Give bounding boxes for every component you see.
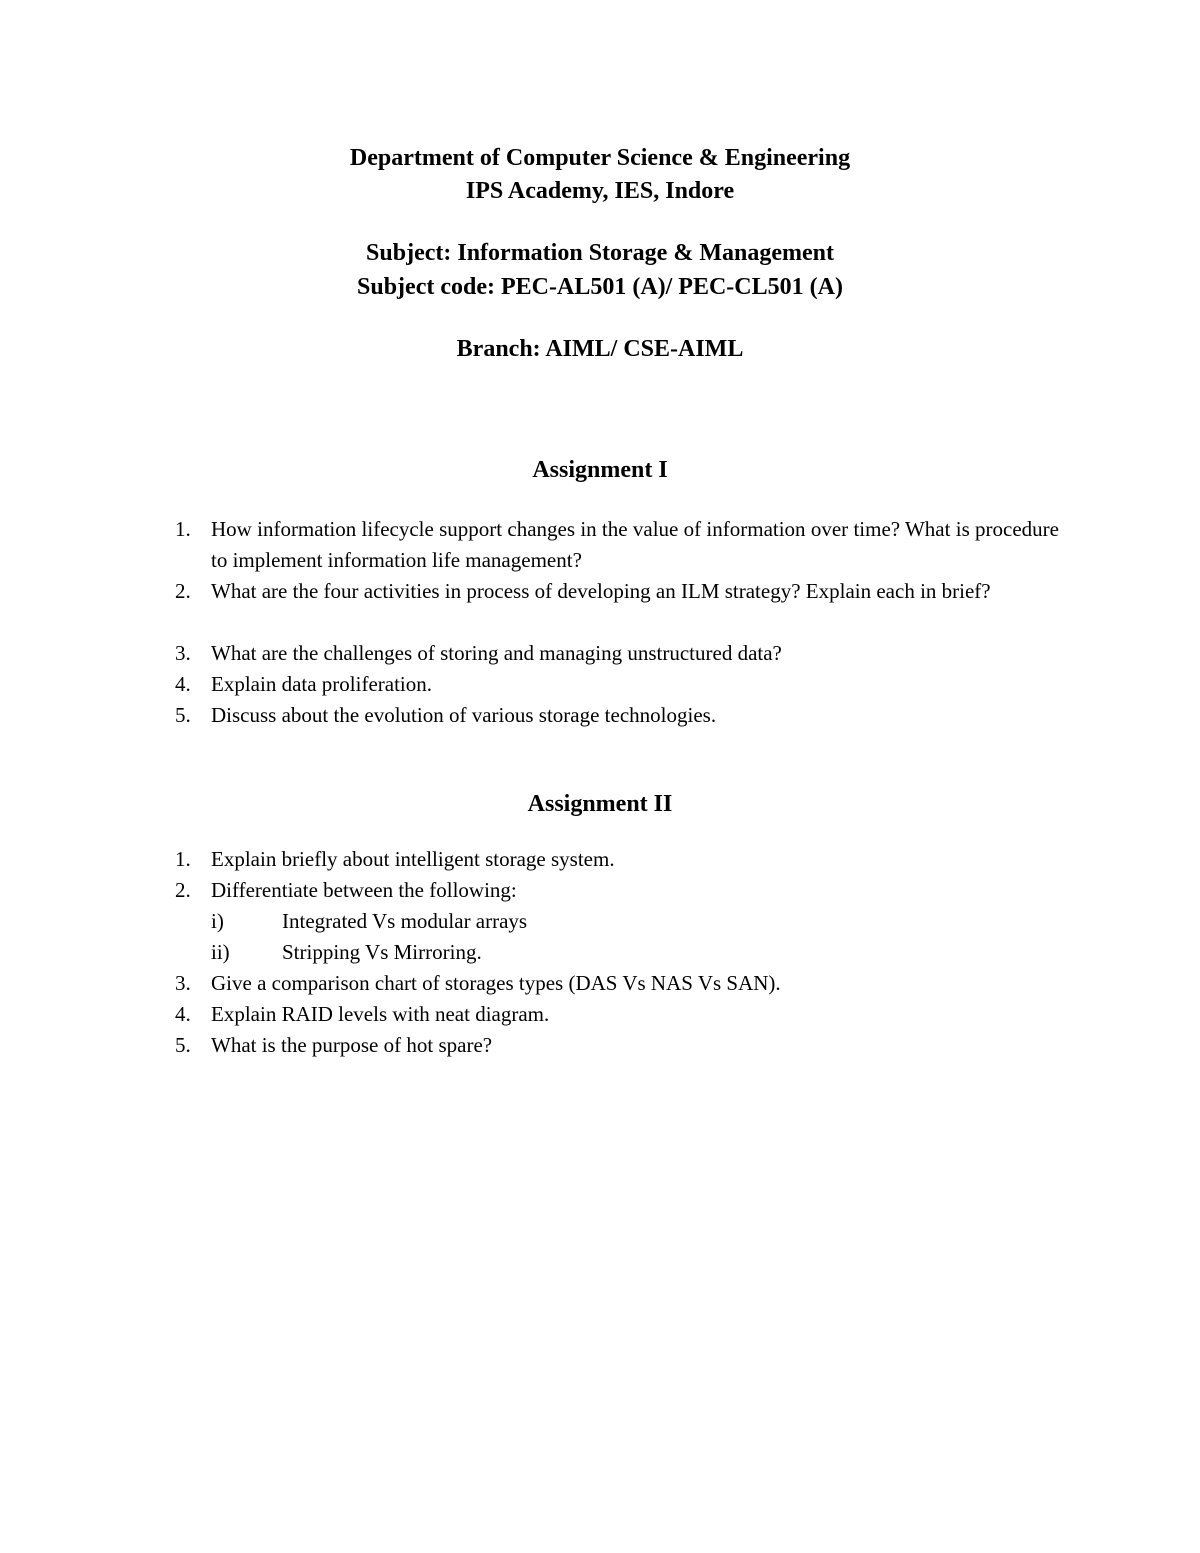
sub-item-text: Stripping Vs Mirroring.: [282, 940, 482, 964]
question-text: Explain data proliferation.: [211, 672, 433, 696]
question-text: How information lifecycle support changes in the value of information over time? What is procedure to implement information life management?: [211, 517, 1059, 572]
sub-item-number: i): [211, 909, 224, 933]
question-number: 3.: [175, 971, 191, 995]
question-text: What is the purpose of hot spare?: [211, 1033, 493, 1057]
question-number: 1.: [175, 517, 191, 541]
subject-code-heading: Subject code: PEC-AL501 (A)/ PEC-CL501 (A): [357, 274, 843, 300]
question-text: What are the challenges of storing and managing unstructured data?: [211, 641, 782, 665]
question-text: Discuss about the evolution of various storage technologies.: [211, 703, 717, 727]
institute-heading: IPS Academy, IES, Indore: [465, 178, 735, 204]
assignment-2-title: Assignment II: [527, 791, 673, 817]
question-text: Explain briefly about intelligent storage system.: [211, 847, 615, 871]
sub-item-number: ii): [211, 940, 230, 964]
branch-heading: Branch: AIML/ CSE-AIML: [456, 336, 744, 362]
question-number: 1.: [175, 847, 191, 871]
question-number: 4.: [175, 672, 191, 696]
question-text: Give a comparison chart of storages types (DAS Vs NAS Vs SAN).: [211, 971, 781, 995]
question-text: Differentiate between the following:: [211, 878, 517, 902]
question-number: 4.: [175, 1002, 191, 1026]
question-number: 5.: [175, 1033, 191, 1057]
question-number: 5.: [175, 703, 191, 727]
question-text: What are the four activities in process of developing an ILM strategy? Explain each in brief?: [211, 579, 991, 603]
subject-heading: Subject: Information Storage & Management: [366, 240, 834, 266]
question-number: 2.: [175, 579, 191, 603]
assignment-1-title: Assignment I: [532, 457, 668, 483]
sub-item-text: Integrated Vs modular arrays: [282, 909, 528, 933]
question-text: Explain RAID levels with neat diagram.: [211, 1002, 550, 1026]
department-heading: Department of Computer Science & Engineering: [349, 145, 851, 171]
question-number: 2.: [175, 878, 191, 902]
question-number: 3.: [175, 641, 191, 665]
